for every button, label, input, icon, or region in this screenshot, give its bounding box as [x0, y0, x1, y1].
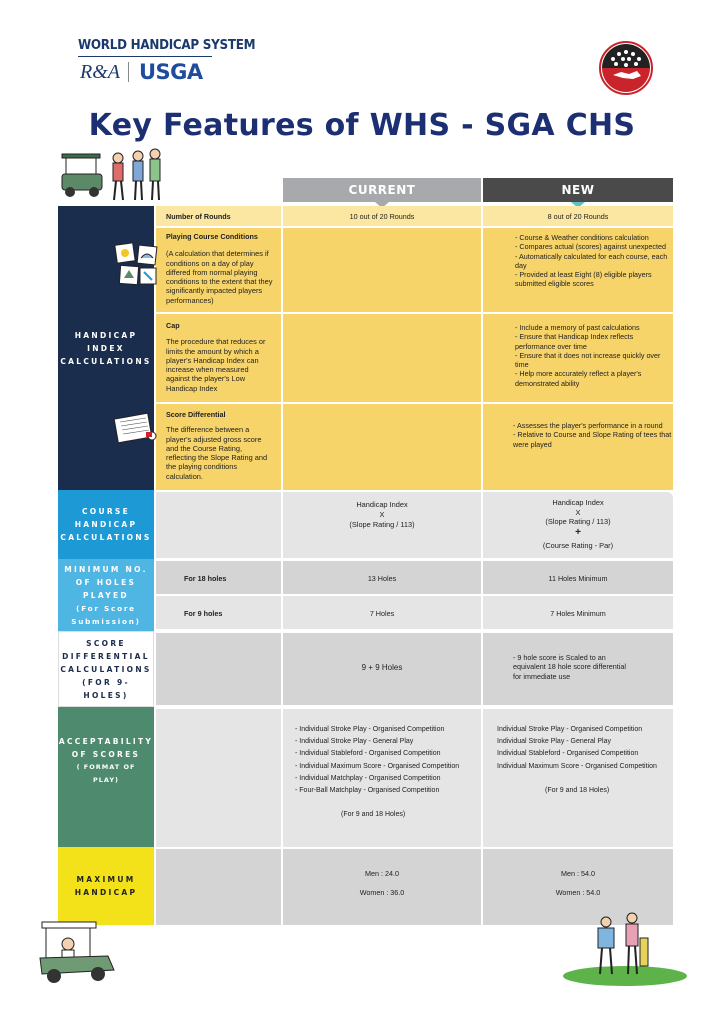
holes9-current: 7 Holes — [283, 596, 481, 629]
course-hcp-new-line: X — [575, 507, 581, 517]
acceptability-current-list — [295, 724, 481, 797]
sd9-new-list — [513, 653, 673, 681]
rounds-label: Number of Rounds — [156, 206, 281, 226]
holes9-new: 7 Holes Minimum — [483, 596, 673, 629]
holes18-new: 11 Holes Minimum — [483, 561, 673, 594]
section-label-acceptability: ACCEPTABILITY OF SCORES ( FORMAT OF PLAY) — [58, 707, 154, 847]
cap-description: The procedure that reduces or limits the amount by which a player's Handicap Index can increase when measured against the player's Low Handicap Index — [166, 337, 266, 393]
sd-current — [283, 404, 481, 490]
acceptability-current-item: - Individual Stableford - Organised Competition — [295, 750, 441, 758]
max-hcp-new-women: Women : 54.0 — [555, 888, 601, 898]
sd-description: The difference between a player's adjusted gross score and the Course Rating, reflecting the Slope Rating and the playing conditions calculation. — [166, 425, 268, 481]
max-hcp-new-men: Men : 54.0 — [561, 869, 595, 878]
sd9-new-item: - 9 hole score is Scaled to an — [513, 653, 606, 662]
section-label-course-handicap: COURSE HANDICAP CALCULATIONS — [58, 490, 154, 559]
course-hcp-new-line: (Slope Rating / 113) — [545, 517, 611, 527]
section-label-score-differential: SCORE DIFFERENTIAL CALCULATIONS (FOR 9-HOLES) — [58, 631, 154, 707]
acceptability-new-item: Individual Stroke Play - General Play — [497, 738, 611, 746]
acceptability-new-item: Individual Maximum Score - Organised Competition — [497, 762, 657, 770]
weather-icons-illustration — [114, 240, 158, 286]
acceptability-new-list — [497, 724, 673, 773]
pcc-description: (A calculation that determines if conditions on a day of play differed from normal playing conditions to the extent that they significantly impacted players performances) — [166, 249, 273, 305]
logo-divider — [78, 56, 212, 57]
column-header-current-label: CURRENT — [348, 183, 416, 197]
pcc-cell — [156, 228, 281, 312]
sd-new-item: - Assesses the player's performance in a round — [513, 421, 663, 430]
rounds-current: 10 out of 20 Rounds — [283, 206, 481, 226]
section-label-minimum-holes: MINIMUM NO. OF HOLES PLAYED (For Score Submission) — [58, 559, 154, 631]
ra-logo: R&A — [80, 61, 120, 83]
section-label-maximum-handicap: MAXIMUM HANDICAP — [58, 847, 154, 925]
course-hcp-label-cell — [156, 492, 281, 558]
sd9-current: 9 + 9 Holes — [283, 633, 481, 705]
column-header-new-label: NEW — [561, 183, 595, 197]
pcc-new-item: - Compares actual (scores) against unexpected — [515, 242, 667, 252]
acceptability-current-note: (For 9 and 18 Holes) — [341, 811, 406, 819]
cap-new-item: - Ensure that it does not increase quickly over time — [515, 350, 661, 370]
course-hcp-current-line: (Slope Rating / 113) — [349, 519, 415, 529]
cap-current — [283, 314, 481, 402]
golf-cart-bottom-illustration — [38, 918, 118, 988]
course-hcp-plus: + — [575, 526, 581, 538]
course-hcp-new-line: (Course Rating - Par) — [542, 540, 614, 550]
course-hcp-current — [283, 492, 481, 558]
max-hcp-current — [283, 849, 481, 925]
rounds-new: 8 out of 20 Rounds — [483, 206, 673, 226]
usga-logo: USGA — [139, 60, 203, 84]
sd9-new — [483, 633, 673, 705]
holes18-label: For 18 holes — [156, 561, 281, 594]
sga-logo — [599, 41, 653, 95]
holes9-label: For 9 holes — [156, 596, 281, 629]
cap-label: Cap — [166, 321, 180, 330]
column-header-new — [483, 178, 673, 202]
sd9-new-item: for immediate use — [513, 671, 571, 681]
golfers-bottom-illustration — [560, 908, 690, 988]
pcc-new — [483, 228, 673, 312]
page-title: Key Features of WHS - SGA CHS — [88, 108, 636, 143]
cap-new-item: - Ensure that Handicap Index reflects performance over time — [515, 332, 634, 351]
max-hcp-current-women: Women : 36.0 — [359, 888, 405, 898]
pcc-new-list — [515, 233, 673, 289]
pcc-current — [283, 228, 481, 312]
sd-cell — [156, 404, 281, 490]
acceptability-new — [483, 709, 673, 847]
pcc-label: Playing Course Conditions — [166, 232, 258, 241]
cap-new — [483, 314, 673, 402]
holes18-current: 13 Holes — [283, 561, 481, 594]
whs-logo-text: WORLD HANDICAP SYSTEM — [78, 38, 256, 53]
section-label-handicap-index: HANDICAP INDEX CALCULATIONS — [58, 206, 154, 490]
scorecard-illustration — [112, 410, 160, 444]
course-hcp-current-line: Handicap Index — [356, 500, 408, 509]
max-hcp-label-cell — [156, 849, 281, 925]
column-header-current — [283, 178, 481, 202]
cap-new-item: - Help more accurately reflect a player's demonstrated ability — [515, 369, 642, 388]
acceptability-label-cell — [156, 709, 281, 847]
course-hcp-new-line: Handicap Index — [552, 498, 604, 507]
sd9-label-cell — [156, 633, 281, 705]
pcc-new-item: - Provided at least Eight (8) eligible players submitted eligible scores — [515, 270, 652, 289]
cap-cell — [156, 314, 281, 402]
acceptability-new-item: Individual Stableford - Organised Competition — [497, 750, 639, 758]
acceptability-current — [283, 709, 481, 847]
pcc-new-item: - Course & Weather conditions calculation — [515, 233, 649, 242]
golf-cart-illustration — [56, 144, 166, 204]
max-hcp-current-men: Men : 24.0 — [365, 869, 399, 878]
acceptability-new-note: (For 9 and 18 Holes) — [545, 786, 610, 794]
acceptability-current-item: - Individual Maximum Score - Organised Competition — [295, 762, 460, 770]
course-hcp-new — [483, 492, 673, 558]
acceptability-current-item: - Individual Stroke Play - Organised Competition — [295, 726, 445, 733]
sd-label: Score Differential — [166, 410, 226, 419]
logo-separator — [128, 62, 129, 82]
acceptability-current-item: - Four-Ball Matchplay - Organised Competition — [295, 787, 440, 795]
acceptability-current-item: - Individual Matchplay - Organised Competition — [295, 774, 441, 782]
sd9-new-item: equivalent 18 hole score differential — [513, 662, 626, 672]
cap-new-list — [515, 323, 673, 388]
sd-new-item: - Relative to Course and Slope Rating of tees that were played — [513, 430, 672, 449]
course-hcp-current-line: X — [379, 509, 385, 519]
acceptability-current-item: - Individual Stroke Play - General Play — [295, 738, 414, 746]
sd-new-list — [513, 421, 673, 449]
sd-new — [483, 404, 673, 490]
cap-new-item: - Include a memory of past calculations — [515, 323, 640, 332]
pcc-new-item: - Automatically calculated for each course, each day — [515, 251, 668, 270]
acceptability-new-item: Individual Stroke Play - Organised Competition — [497, 726, 643, 733]
